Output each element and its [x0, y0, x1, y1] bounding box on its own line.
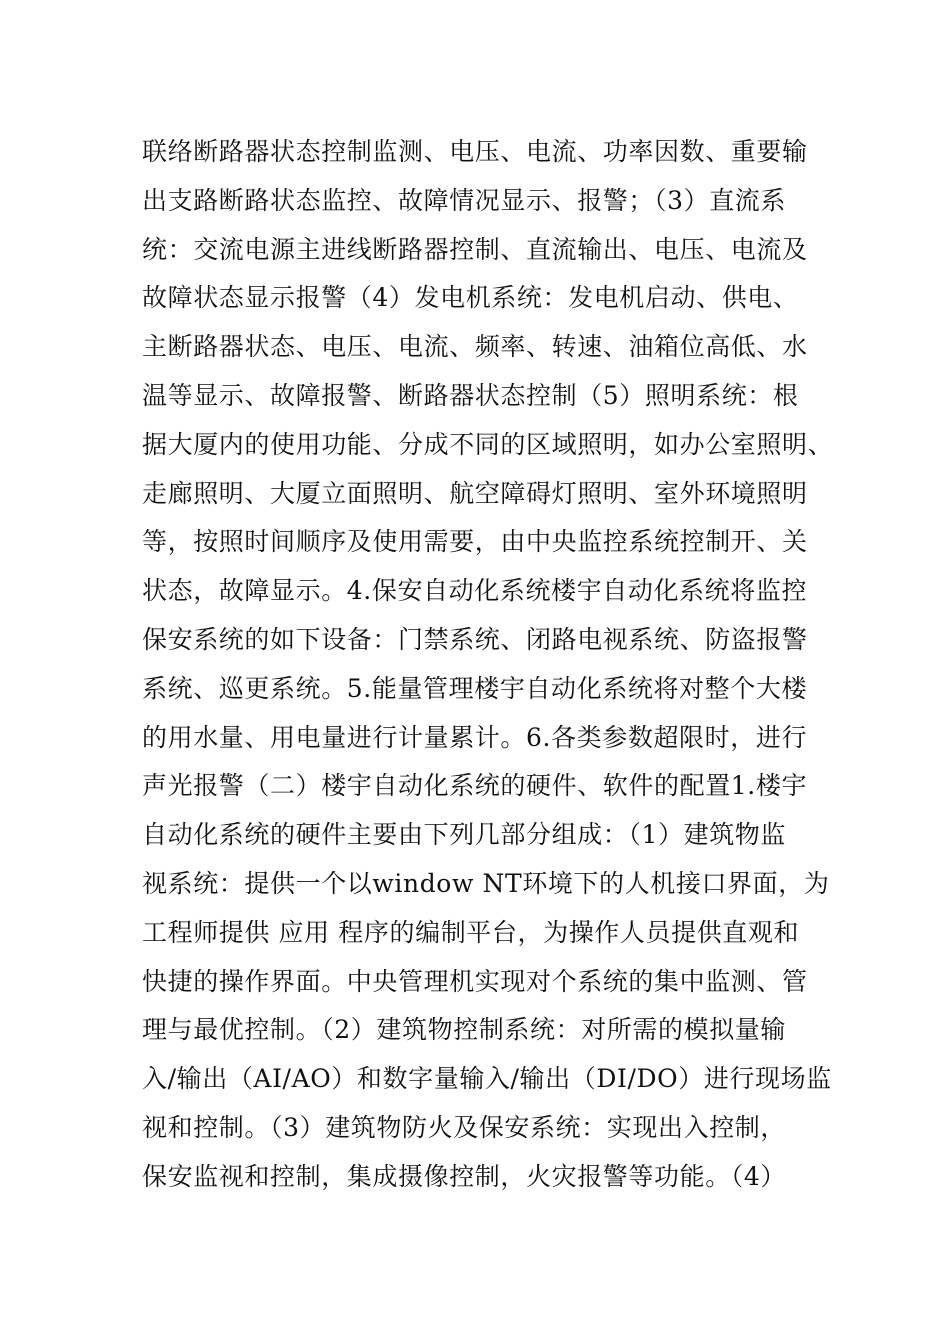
text-line: 理与最优控制。（2）建筑物控制系统：对所需的模拟量输 [142, 1015, 787, 1045]
text-line: 快捷的操作界面。中央管理机实现对个系统的集中监测、管 [142, 966, 808, 996]
text-line: 视系统：提供一个以window NT环境下的人机接口界面，为 [142, 868, 830, 898]
text-line: 出支路断路状态监控、故障情况显示、报警；（3）直流系 [142, 185, 787, 215]
text-line: 故障状态显示报警（4）发电机系统：发电机启动、供电、 [142, 283, 799, 313]
text-line: 入/输出（AI/AO）和数字量输入/输出（DI/DO）进行现场监 [142, 1064, 832, 1094]
text-line: 保安系统的如下设备：门禁系统、闭路电视系统、防盗报警 [142, 624, 808, 654]
text-line: 联络断路器状态控制监测、电压、电流、功率因数、重要输 [142, 137, 808, 166]
text-line: 温等显示、故障报警、断路器状态控制（5）照明系统：根 [142, 380, 799, 410]
text-line: 工程师提供 应用 程序的编制平台，为操作人员提供直观和 [142, 917, 800, 947]
text-line: 据大厦内的使用功能、分成不同的区域照明，如办公室照明、 [142, 429, 834, 459]
text-line: 主断路器状态、电压、电流、频率、转速、油箱位高低、水 [142, 332, 808, 362]
text-line: 声光报警（二）楼宇自动化系统的硬件、软件的配置1.楼宇 [142, 771, 808, 801]
text-line: 视和控制。（3）建筑物防火及保安系统：实现出入控制， [142, 1112, 787, 1142]
text-line: 保安监视和控制，集成摄像控制，火灾报警等功能。（4） [142, 1161, 787, 1191]
text-line: 状态，故障显示。4.保安自动化系统楼宇自动化系统将监控 [142, 576, 808, 606]
text-line: 系统、巡更系统。5.能量管理楼宇自动化系统将对整个大楼 [142, 673, 808, 703]
text-line: 等，按照时间顺序及使用需要，由中央监控系统控制开、关 [142, 527, 808, 557]
text-line: 的用水量、用电量进行计量累计。6.各类参数超限时，进行 [142, 722, 808, 752]
body-text [142, 128, 842, 1202]
text-line: 统：交流电源主进线断路器控制、直流输出、电压、电流及 [142, 234, 808, 264]
text-line: 自动化系统的硬件主要由下列几部分组成：（1）建筑物监 [142, 820, 787, 850]
text-line: 走廊照明、大厦立面照明、航空障碍灯照明、室外环境照明 [142, 478, 808, 508]
